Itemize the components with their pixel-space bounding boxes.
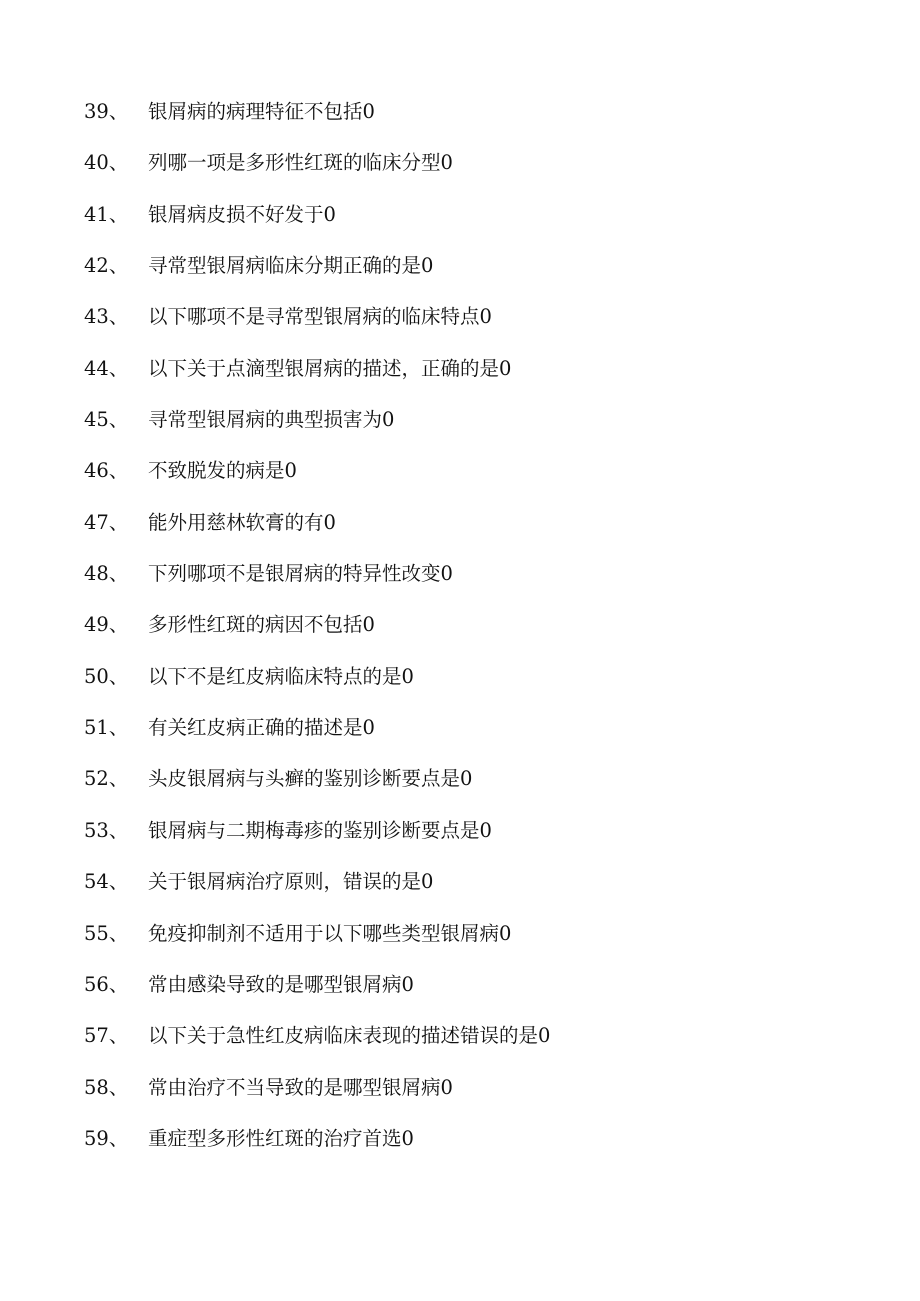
question-number: 51、 xyxy=(84,716,129,740)
question-item xyxy=(84,817,550,868)
question-number: 48、 xyxy=(84,562,129,586)
question-item xyxy=(84,355,550,406)
question-text: 寻常型银屑病的典型损害为0 xyxy=(148,408,395,432)
question-item xyxy=(84,201,550,252)
question-item xyxy=(84,920,550,971)
question-number: 54、 xyxy=(84,870,129,894)
question-number: 40、 xyxy=(84,151,129,175)
question-number: 57、 xyxy=(84,1024,129,1048)
question-text: 头皮银屑病与头癣的鉴别诊断要点是0 xyxy=(148,767,473,791)
question-text: 寻常型银屑病临床分期正确的是0 xyxy=(148,254,434,278)
question-text: 银屑病与二期梅毒疹的鉴别诊断要点是0 xyxy=(148,818,492,842)
question-text: 关于银屑病治疗原则，错误的是0 xyxy=(148,870,434,894)
question-number: 55、 xyxy=(84,921,129,945)
question-item xyxy=(84,714,550,765)
question-number: 52、 xyxy=(84,767,129,791)
question-text: 不致脱发的病是0 xyxy=(148,459,297,483)
question-number: 58、 xyxy=(84,1075,129,1099)
question-text: 以下关于点滴型银屑病的描述，正确的是0 xyxy=(148,356,512,380)
question-item xyxy=(84,611,550,662)
question-number: 59、 xyxy=(84,1126,129,1150)
question-text: 免疫抑制剂不适用于以下哪些类型银屑病0 xyxy=(148,921,512,945)
question-text: 列哪一项是多形性红斑的临床分型0 xyxy=(148,151,453,175)
question-number: 44、 xyxy=(84,356,129,380)
question-number: 42、 xyxy=(84,254,129,278)
question-item xyxy=(84,971,550,1022)
question-number: 41、 xyxy=(84,202,129,226)
question-list xyxy=(84,98,550,1176)
question-item xyxy=(84,765,550,816)
question-item xyxy=(84,1022,550,1073)
question-text: 银屑病皮损不好发于0 xyxy=(148,202,336,226)
question-text: 重症型多形性红斑的治疗首选0 xyxy=(148,1126,414,1150)
question-number: 47、 xyxy=(84,510,129,534)
question-text: 银屑病的病理特征不包括0 xyxy=(148,100,375,123)
question-item xyxy=(84,149,550,200)
question-number: 43、 xyxy=(84,305,129,329)
question-number: 39、 xyxy=(84,100,129,123)
question-item xyxy=(84,560,550,611)
question-text: 能外用慈林软膏的有0 xyxy=(148,510,336,534)
question-item xyxy=(84,663,550,714)
question-item xyxy=(84,1125,550,1176)
question-text: 常由感染导致的是哪型银屑病0 xyxy=(148,972,414,996)
question-number: 56、 xyxy=(84,972,129,996)
question-number: 53、 xyxy=(84,818,129,842)
question-text: 有关红皮病正确的描述是0 xyxy=(148,716,375,740)
question-text: 多形性红斑的病因不包括0 xyxy=(148,613,375,637)
question-number: 49、 xyxy=(84,613,129,637)
question-item xyxy=(84,1074,550,1125)
question-text: 以下不是红皮病临床特点的是0 xyxy=(148,664,414,688)
question-number: 46、 xyxy=(84,459,129,483)
question-number: 45、 xyxy=(84,408,129,432)
question-item xyxy=(84,252,550,303)
question-item xyxy=(84,406,550,457)
question-item xyxy=(84,509,550,560)
question-item xyxy=(84,303,550,354)
question-item xyxy=(84,868,550,919)
question-item xyxy=(84,98,550,149)
question-text: 以下哪项不是寻常型银屑病的临床特点0 xyxy=(148,305,492,329)
question-item xyxy=(84,457,550,508)
question-text: 下列哪项不是银屑病的特异性改变0 xyxy=(148,562,453,586)
question-number: 50、 xyxy=(84,664,129,688)
question-text: 以下关于急性红皮病临床表现的描述错误的是0 xyxy=(148,1024,551,1048)
question-text: 常由治疗不当导致的是哪型银屑病0 xyxy=(148,1075,453,1099)
